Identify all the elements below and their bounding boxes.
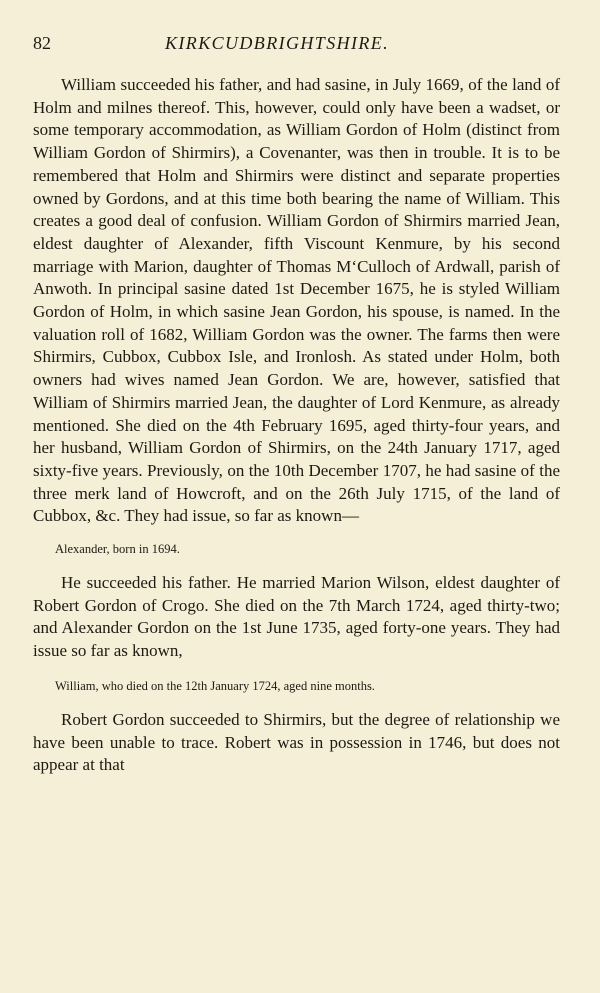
paragraph-william-gordon: William succeeded his father, and had sasine, in July 1669, of the land of Holm and milnes thereof. This, however, could only have been a wadset, or some temporary accommodation, as William Gordon of Holm (distinct from William Gordon of Shirmirs), a Covenanter, was then in trouble. It is to be remembered that Holm and Shirmirs were distinct and separate properties owned by Gordons, and at this time both bearing the name of William. This creates a good deal of confusion. William Gordon of Shirmirs married Jean, eldest daughter of Alexander, fifth Viscount Kenmure, by his second marriage with Marion, daughter of Thomas M‘Culloch of Ardwall, parish of Anwoth. In principal sasine dated 1st December 1675, he is styled William Gordon of Holm, in which sasine Jean Gordon, his spouse, is named. In the valuation roll of 1682, William Gordon was the owner. The farms then were Shirmirs, Cubbox, Cubbox Isle, and Ironlosh. As stated under Holm, both owners had wives named Jean Gordon. We are, however, satisfied that William of Shirmirs married Jean, the daughter of Lord Kenmure, as already mentioned. She died on the 4th February 1695, aged thirty-four years, and her husband, William Gordon of Shirmirs, on the 24th January 1717, aged sixty-five years. Previously, on the 10th December 1707, he had sasine of the three merk land of Howcroft, and on the 26th July 1715, of the land of Cubbox, &c. They had issue, so far as known— — [33, 75, 560, 526]
page-number: 82 — [33, 33, 51, 53]
running-head — [33, 30, 560, 56]
spacer — [33, 528, 560, 540]
body-text — [33, 74, 560, 777]
spacer — [33, 558, 560, 572]
issue-entry-alexander: Alexander, born in 1694. — [55, 542, 180, 557]
paragraph-alexander-gordon: He succeeded his father. He married Marion Wilson, eldest daughter of Robert Gordon of Crogo. She died on the 7th March 1724, aged thirty-two; and Alexander Gordon on the 1st June 1735, aged forty-one years. They had issue so far as known, — [33, 573, 560, 661]
issue-entry-william: William, who died on the 12th January 1724, aged nine months. — [55, 678, 375, 693]
spacer — [33, 663, 560, 677]
spacer — [33, 695, 560, 709]
running-title: KIRKCUDBRIGHTSHIRE. — [165, 33, 390, 53]
paragraph-robert-gordon: Robert Gordon succeeded to Shirmirs, but the degree of relationship we have been unable to trace. Robert was in possession in 1746, but does not appear at that — [33, 709, 560, 775]
